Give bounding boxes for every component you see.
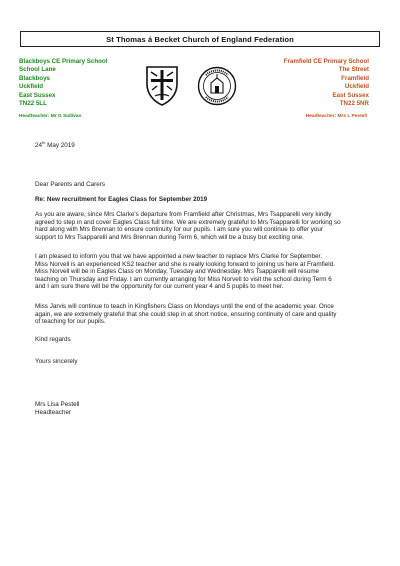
address-line: The Street <box>338 66 369 74</box>
paragraph-line: Miss Norvell will be in Eagles Class on Monday, Tuesday and Wednesday. Mrs Tsapparelli will resume <box>35 268 320 276</box>
address-line: Framfield <box>341 74 369 82</box>
paragraph-3 <box>35 303 370 326</box>
paragraph-line: again, we are extremely grateful that she could step in at short notice, ensuring continuity of care and quality <box>35 310 337 318</box>
closing-regards: Kind regards <box>35 336 71 343</box>
letter-date <box>35 139 75 150</box>
right-school-address <box>284 58 369 108</box>
paragraph-line: of teaching for our pupils. <box>35 318 106 326</box>
address-line: TN22 5NR <box>339 100 369 108</box>
federation-title: St Thomas á Becket Church of England Federation <box>106 34 294 44</box>
school-crest-icon <box>145 64 179 106</box>
paragraph-line: Miss Norvell is an experienced KS2 teacher and she is really looking forward to joining us here at Framfield. <box>35 260 335 268</box>
paragraph-line: agreed to step in and cover Eagles Class full time. We are extremely grateful to Mrs Tsapparelli for working so <box>35 218 341 226</box>
signer-title: Headteacher <box>35 409 72 416</box>
left-school-address <box>19 58 107 108</box>
letter-subject: Re: New recruitment for Eagles Class for September 2019 <box>35 196 208 203</box>
closing-sincerely: Yours sincerely <box>35 358 78 365</box>
address-line: Blackboys <box>19 74 50 82</box>
date-day: 24 <box>35 142 43 150</box>
paragraph-line: and I am sure there will be the opportunity for our current year 4 and 5 pupils to meet her. <box>35 283 284 291</box>
right-headteacher: Headteacher: Mrs L Pestell <box>305 114 367 119</box>
address-line: Blackboys CE Primary School <box>19 58 108 65</box>
address-line: Framfield CE Primary School <box>283 58 369 65</box>
paragraph-line: I am pleased to inform you that we have appointed a new teacher to replace Mrs Clarke for September. <box>35 253 323 260</box>
paragraph-line: teaching on Thursday and Friday. I am currently arranging for Miss Norvell to visit the school during Term 6 <box>35 275 332 283</box>
paragraph-2 <box>35 253 370 291</box>
paragraph-line: support to Mrs Tsapparelli and Mrs Brennan during Term 6, which will be a busy but exciting one. <box>35 233 304 241</box>
address-line: School Lane <box>19 66 56 74</box>
date-rest: May 2019 <box>45 142 75 150</box>
federation-title-box <box>20 31 380 47</box>
left-headteacher: Headteacher: Mr G Sullivan <box>19 114 82 119</box>
address-line: East Sussex <box>332 91 369 99</box>
address-line: Uckfield <box>344 83 369 91</box>
paragraph-1 <box>35 211 370 241</box>
signer-name: Mrs Lisa Pestell <box>35 401 80 408</box>
address-line: TN22 5LL <box>19 100 47 108</box>
date-suffix: th <box>42 140 46 145</box>
salutation: Dear Parents and Carers <box>35 181 105 188</box>
paragraph-line: Miss Jarvis will continue to teach in Kingfishers Class on Mondays until the end of the academic year. Once <box>35 303 334 310</box>
address-line: East Sussex <box>19 91 56 99</box>
school-seal-icon <box>197 66 237 106</box>
paragraph-line: As you are aware, since Mrs Clarke's departure from Framfield after Christmas, Mrs Tsapparelli very kindly <box>35 211 332 218</box>
paragraph-line: hard along with Mrs Brennan to ensure continuity for our pupils. I am sure you will continue to offer your <box>35 226 323 234</box>
address-line: Uckfield <box>19 83 44 91</box>
